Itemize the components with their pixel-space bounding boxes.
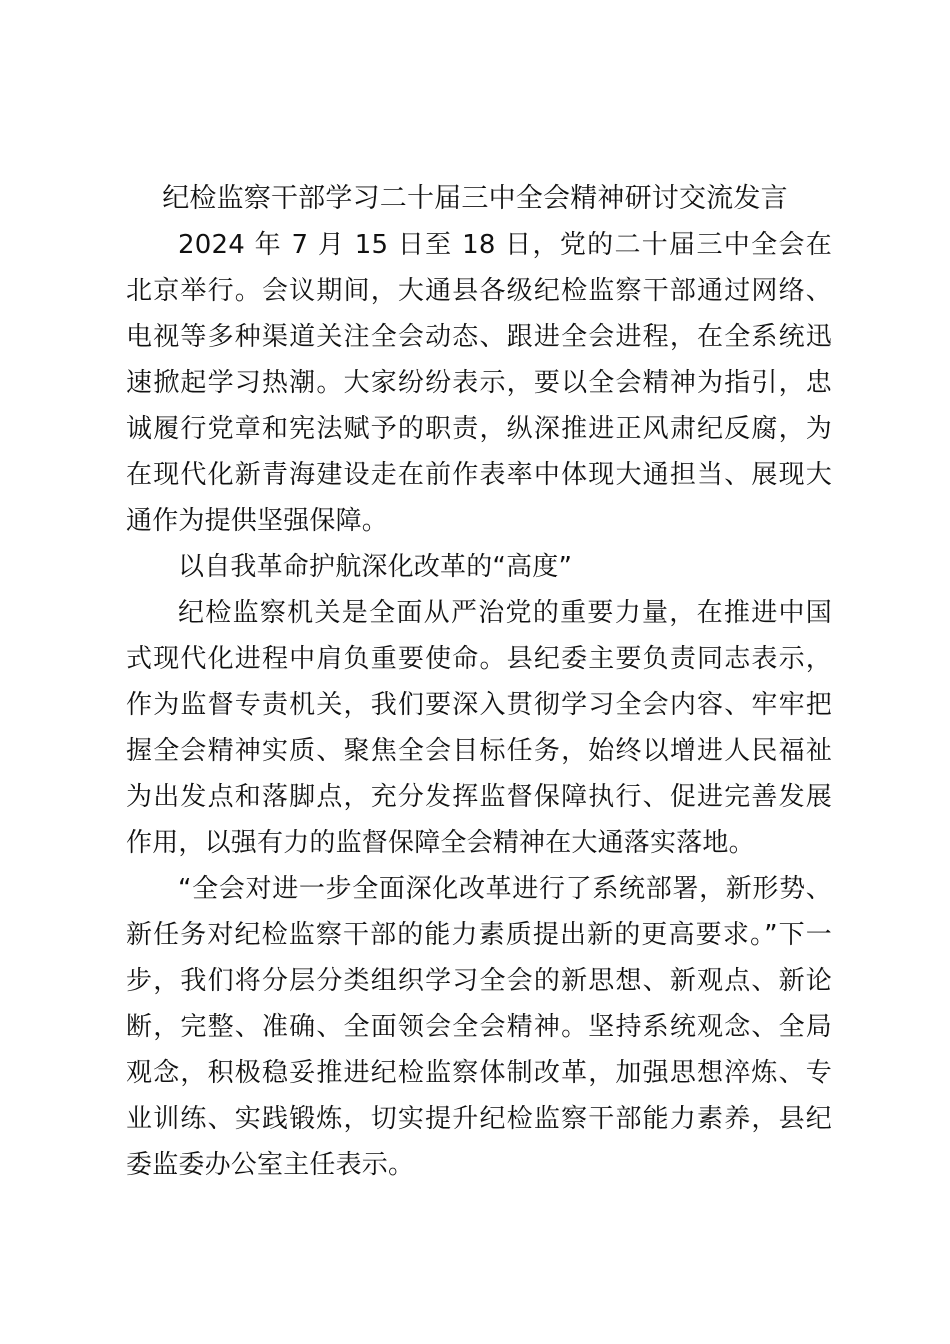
section-heading: 以自我革命护航深化改革的“高度”	[178, 552, 573, 582]
body-paragraph: 纪检监察机关是全面从严治党的重要力量，在推进中国式现代化进程中肩负重要使命。县纪委主要负责同志表示，作为监督专责机关，我们要深入贯彻学习全会内容、牢牢把握全会精神实质、聚焦全会目标任务，始终以增进人民福祉为出发点和落脚点，充分发挥监督保障执行、促进完善发展作用，以强有力的监督保障全会精神在大通落实落地。	[126, 598, 832, 858]
intro-paragraph: 2024 年 7 月 15 日至 18 日，党的二十届三中全会在北京举行。会议期间，大通县各级纪检监察干部通过网络、电视等多种渠道关注全会动态、跟进全会进程，在全系统迅速掀起学习热潮。大家纷纷表示，要以全会精神为指引，忠诚履行党章和宪法赋予的职责，纵深推进正风肃纪反腐，为在现代化新青海建设走在前作表率中体现大通担当、展现大通作为提供坚强保障。	[126, 230, 832, 536]
document-body	[126, 222, 832, 1188]
quote-paragraph: “全会对进一步全面深化改革进行了系统部署，新形势、新任务对纪检监察干部的能力素质提出新的更高要求。”下一步，我们将分层分类组织学习全会的新思想、新观点、新论断，完整、准确、全面领会全会精神。坚持系统观念、全局观念，积极稳妥推进纪检监察体制改革，加强思想淬炼、专业训练、实践锻炼，切实提升纪检监察干部能力素养，县纪委监委办公室主任表示。	[126, 874, 832, 1180]
document-title: 纪检监察干部学习二十届三中全会精神研讨交流发言	[162, 183, 788, 214]
